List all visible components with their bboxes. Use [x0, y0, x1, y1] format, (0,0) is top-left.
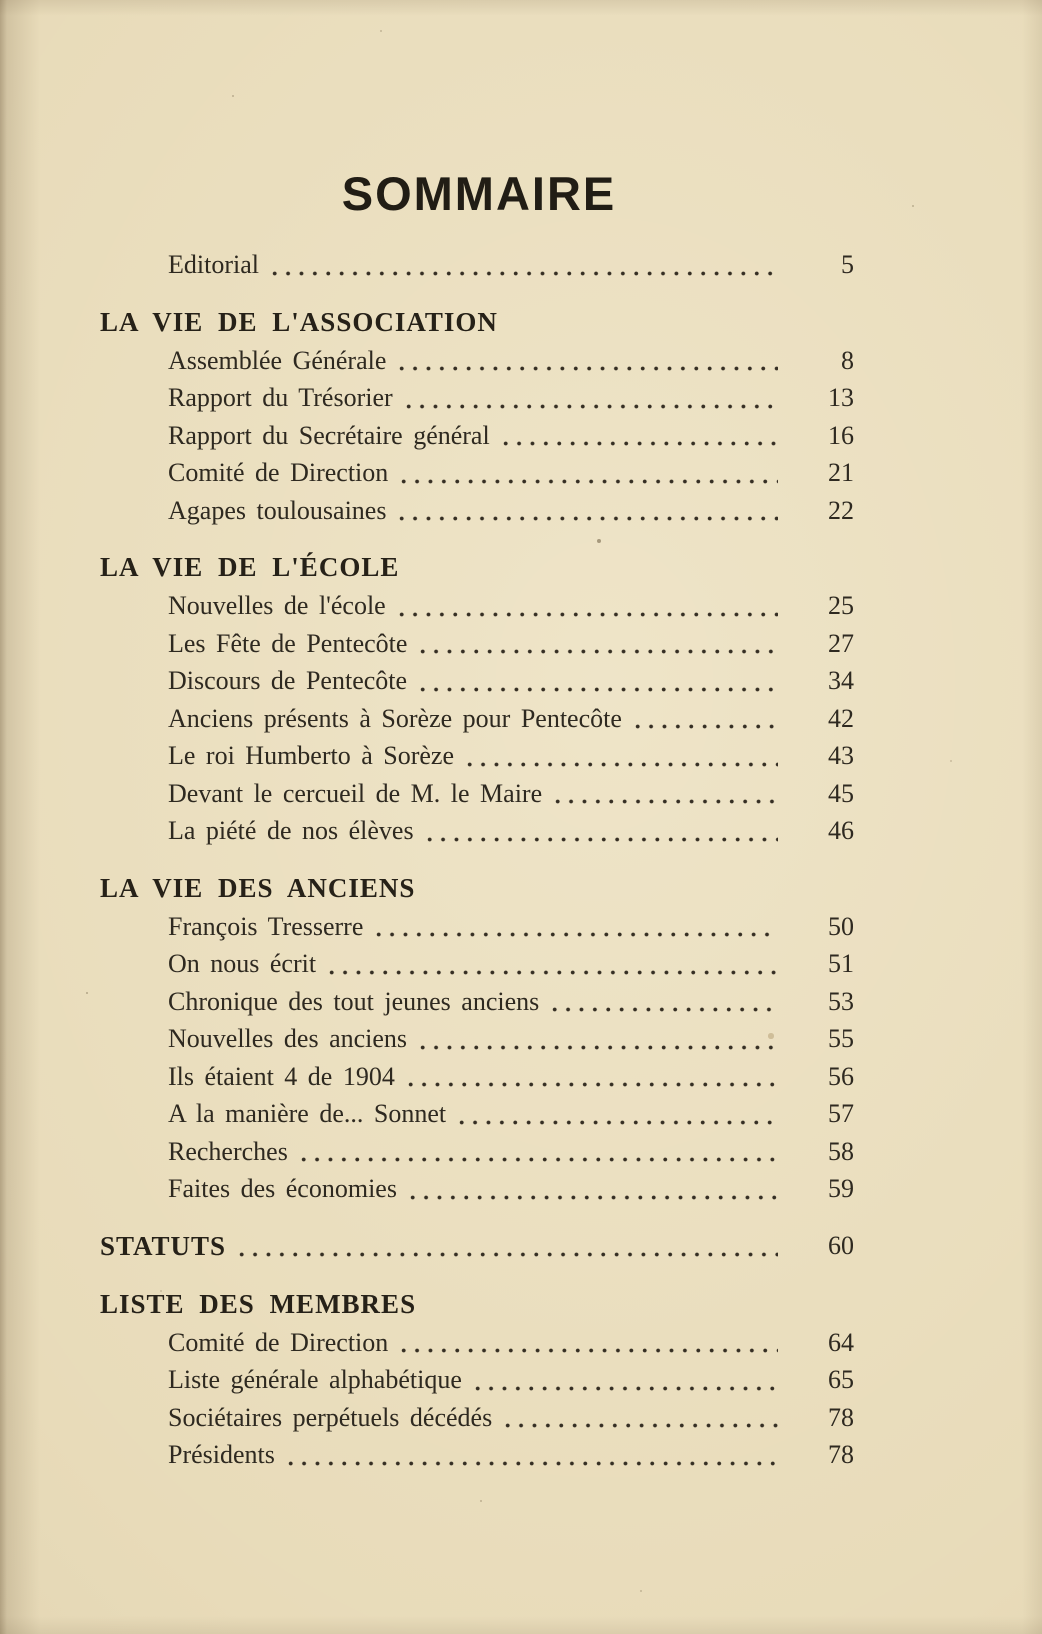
toc-entry — [100, 1133, 858, 1171]
toc-entry — [100, 1324, 858, 1362]
toc-entry — [100, 1020, 858, 1058]
toc-entry-label: Nouvelles des anciens — [168, 1024, 408, 1053]
dot-leader — [402, 404, 778, 409]
dot-leader — [416, 1045, 778, 1050]
toc-entry-label: A la manière de... Sonnet — [168, 1099, 447, 1128]
toc-section-heading-label: LISTE DES MEMBRES — [100, 1288, 417, 1319]
toc-entry-label: Les Fête de Pentecôte — [168, 628, 408, 658]
toc-entry-label: On nous écrit — [168, 949, 317, 978]
dot-leader — [499, 441, 778, 446]
toc-section-heading-label: LA VIE DE L'ÉCOLE — [100, 552, 400, 582]
toc-section-heading-label: LA VIE DES ANCIENS — [100, 872, 416, 903]
toc-entry — [100, 1361, 858, 1399]
dot-leader — [397, 1348, 778, 1353]
toc-entry-label: Anciens présents à Sorèze pour Pentecôte — [168, 703, 622, 733]
toc-entry — [100, 945, 858, 983]
dot-leader — [501, 1423, 778, 1428]
toc-entry — [100, 1170, 858, 1208]
dot-leader — [284, 1461, 778, 1466]
toc-entry-label: Comité de Direction — [168, 458, 389, 487]
toc-entry — [100, 454, 858, 492]
dot-leader — [416, 687, 778, 692]
toc-entry — [100, 1058, 858, 1096]
dot-leader — [268, 271, 778, 276]
toc-entry-page-number: 8 — [841, 345, 854, 375]
toc-entry-page-number: 42 — [828, 703, 854, 733]
toc-entry-page-number: 46 — [828, 816, 854, 845]
toc-entry — [100, 417, 858, 455]
toc-entry — [100, 983, 858, 1021]
toc-entry-page-number: 51 — [828, 949, 854, 978]
toc-entry-page-number: 78 — [828, 1402, 854, 1432]
toc-entry-page-number: 5 — [841, 250, 854, 279]
toc-entry-label: STATUTS — [100, 1230, 227, 1261]
dot-leader — [395, 516, 778, 521]
toc-entry — [100, 492, 858, 530]
toc-entry-label: Présidents — [168, 1440, 275, 1469]
page-title: SOMMAIRE — [341, 167, 617, 220]
toc-entry-label: Recherches — [168, 1136, 288, 1166]
toc-entry-label: Discours de Pentecôte — [168, 666, 408, 695]
dot-leader — [395, 366, 778, 371]
toc-section-heading — [100, 547, 858, 587]
dot-leader — [463, 762, 778, 767]
toc-entry-page-number: 22 — [828, 495, 854, 525]
dot-leader — [548, 1007, 778, 1012]
toc-entry-page-number: 50 — [828, 911, 854, 941]
toc-entry-page-number: 21 — [828, 458, 854, 487]
toc-section-heading-label: LA VIE DE L'ASSOCIATION — [100, 306, 498, 337]
dot-leader — [631, 724, 778, 729]
toc-section-heading — [100, 1284, 858, 1324]
dot-leader — [235, 1252, 778, 1257]
dot-leader — [551, 799, 778, 804]
toc-entry-label: Editorial — [168, 250, 259, 279]
toc-entry — [100, 662, 858, 700]
toc-section-heading — [100, 302, 858, 342]
toc-entry-label: Agapes toulousaines — [168, 495, 387, 525]
toc-entry — [100, 1095, 858, 1133]
toc-entry-page-number: 56 — [828, 1061, 854, 1091]
toc-entry-label: Comité de Direction — [168, 1327, 389, 1357]
toc-entry — [100, 700, 858, 738]
toc-entry-label: François Tresserre — [168, 911, 364, 941]
dot-leader — [455, 1120, 778, 1125]
toc-entry-label: Rapport du Secrétaire général — [168, 420, 490, 450]
toc-entry-page-number: 16 — [828, 420, 854, 450]
toc-entry-page-number: 27 — [828, 628, 854, 658]
toc-entry-page-number: 58 — [828, 1136, 854, 1166]
toc-entry-page-number: 43 — [828, 741, 854, 770]
toc-entry-page-number: 45 — [828, 778, 854, 808]
toc-entry — [100, 1399, 858, 1437]
dot-leader — [297, 1157, 778, 1162]
dot-leader — [416, 649, 778, 654]
toc-entry-page-number: 78 — [828, 1440, 854, 1469]
toc-entry — [100, 737, 858, 775]
dot-leader — [406, 1195, 778, 1200]
toc-entry-label: Assemblée Générale — [168, 345, 387, 375]
toc-entry — [100, 342, 858, 380]
toc-entry-label: Rapport du Trésorier — [168, 383, 393, 412]
toc-entry-label: Ils étaient 4 de 1904 — [168, 1061, 395, 1091]
dot-leader — [372, 932, 778, 937]
toc-entry-label: Nouvelles de l'école — [168, 591, 386, 620]
toc-entry-page-number: 57 — [828, 1099, 854, 1128]
toc-entry-page-number: 60 — [828, 1230, 854, 1260]
toc-entry-label: Liste générale alphabétique — [168, 1365, 462, 1394]
dot-leader — [395, 612, 778, 617]
dot-leader — [423, 837, 778, 842]
toc-entry-page-number: 25 — [828, 591, 854, 620]
toc-list — [100, 246, 858, 1474]
toc-entry-label: Chronique des tout jeunes anciens — [168, 986, 540, 1016]
toc-entry-label: Sociétaires perpétuels décédés — [168, 1402, 493, 1432]
dot-leader — [404, 1082, 778, 1087]
toc-entry-page-number: 53 — [828, 986, 854, 1016]
toc-entry-page-number: 34 — [828, 666, 854, 695]
toc-entry — [100, 587, 858, 625]
toc-entry-page-number: 59 — [828, 1174, 854, 1203]
dot-leader — [471, 1386, 778, 1391]
toc-entry-label: Devant le cercueil de M. le Maire — [168, 778, 543, 808]
toc-entry — [100, 625, 858, 663]
toc-entry-label: La piété de nos élèves — [168, 816, 414, 845]
dot-leader — [325, 970, 778, 975]
toc-entry — [100, 379, 858, 417]
toc-entry-label: Faites des économies — [168, 1174, 397, 1203]
toc-entry — [100, 908, 858, 946]
toc-entry — [100, 1436, 858, 1474]
toc-entry — [100, 1226, 858, 1266]
toc-entry — [100, 775, 858, 813]
toc-entry — [100, 812, 858, 850]
dot-leader — [397, 479, 778, 484]
toc-entry-label: Le roi Humberto à Sorèze — [168, 741, 455, 770]
toc-entry-page-number: 55 — [828, 1024, 854, 1053]
toc-entry-page-number: 64 — [828, 1327, 854, 1357]
toc-entry-page-number: 65 — [828, 1365, 854, 1394]
toc-entry — [100, 246, 858, 284]
toc-section-heading — [100, 868, 858, 908]
toc-entry-page-number: 13 — [828, 383, 854, 412]
